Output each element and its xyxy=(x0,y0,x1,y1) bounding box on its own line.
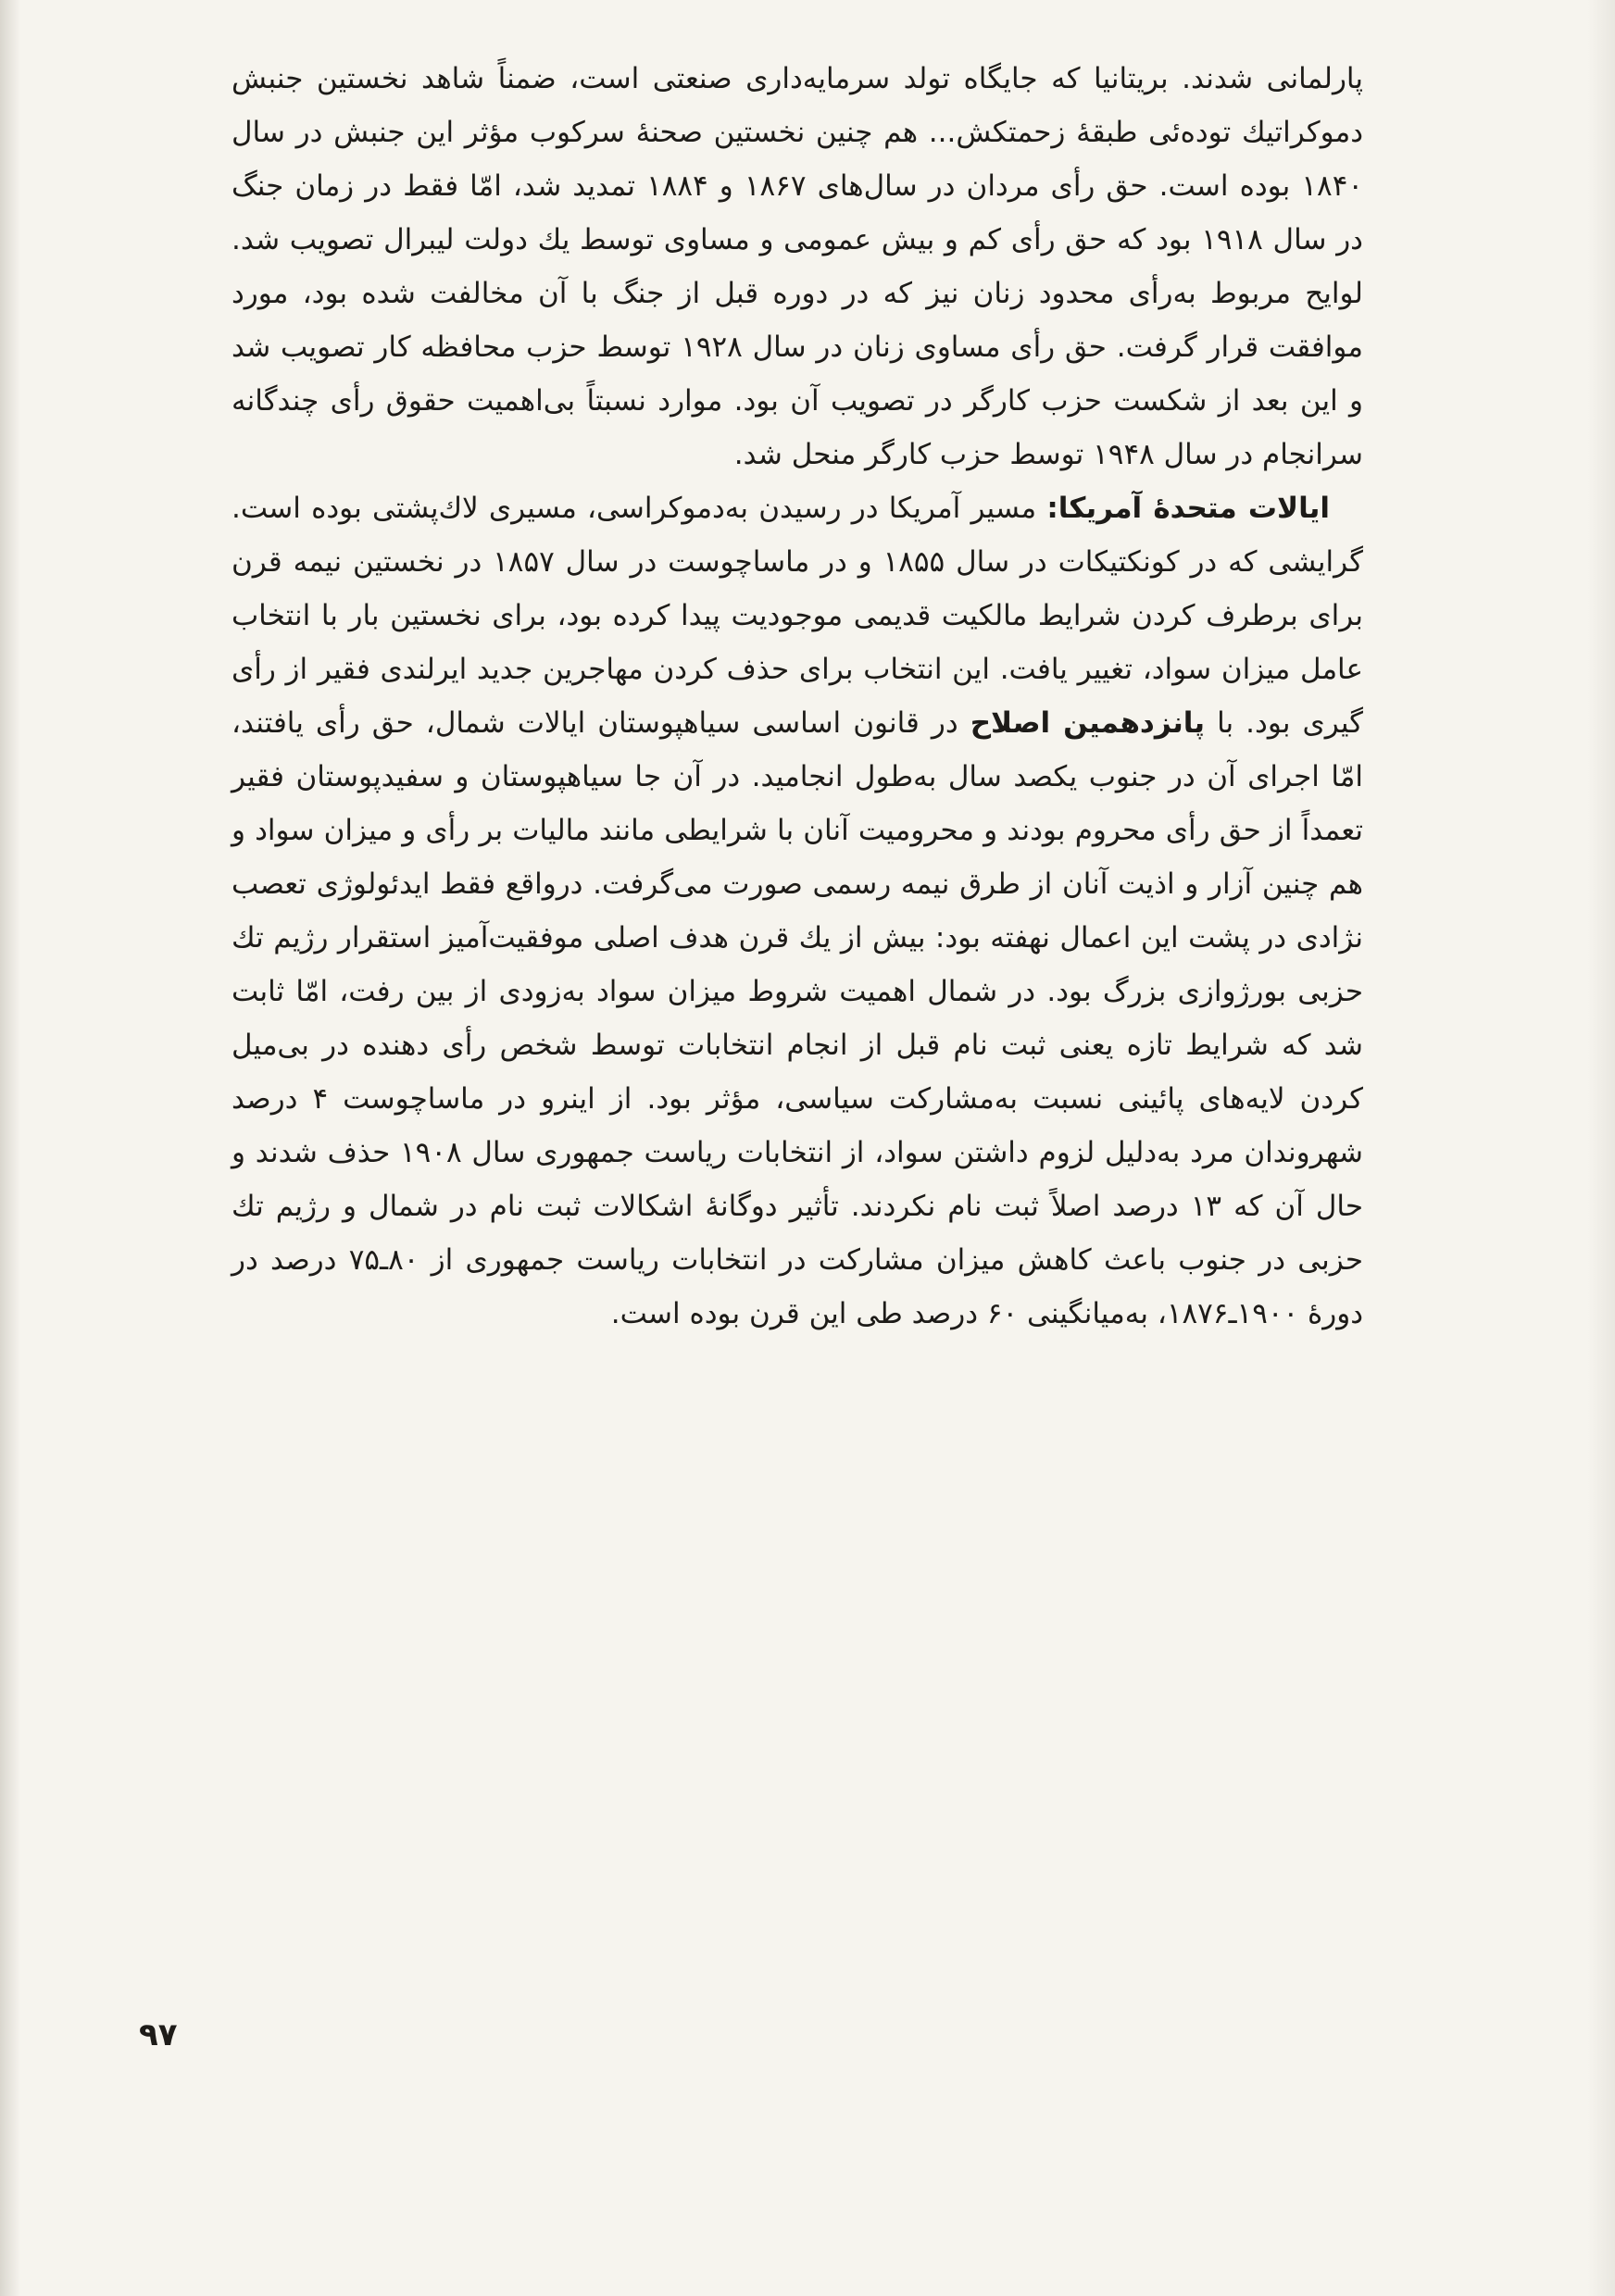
fifteenth-amendment-emphasis: پانزدهمین اصلاح xyxy=(970,706,1206,740)
section-heading-usa: ایالات متحدۀ آمریکا: xyxy=(1046,492,1330,525)
paragraph-text-part-1: مسیر آمریکا در رسیدن به‌دموکراسی، مسیری لاك‌پشتی بوده است. گرایشی که در کونکتیکات در سال ۱۸۵۵ و در ماساچوست در سال ۱۸۵۷ در نخستین نیمه قرن برای برطرف کردن شرایط مالکیت قدیمی موجودیت پیدا کرده بود، برای نخستین بار با انتخاب عامل میزان سواد، تغییر یافت. این انتخاب برای حذف کردن مهاجرین جدید ایرلندی فقیر از رأی گیری بود. با xyxy=(232,492,1363,740)
page-right-edge xyxy=(1587,0,1615,2296)
paragraph-united-states xyxy=(232,481,1363,1341)
paragraph-text-part-2: در قانون اساسی سیاهپوستان ایالات شمال، حق رأی یافتند، امّا اجرای آن در جنوب یکصد سال به‌طول انجامید. در آن جا سیاهپوستان و سفیدپوستان فقیر تعمداً از حق رأی محروم بودند و محرومیت آنان با شرایطی مانند مالیات بر رأی و میزان سواد و هم چنین آزار و اذیت آنان از طرق نیمه رسمی صورت می‌گرفت. درواقع فقط ایدئولوژی تعصب نژادی در پشت این اعمال نهفته بود: بیش از یك قرن هدف اصلی موفقیت‌آمیز استقرار رژیم تك حزبی بورژوازی بزرگ بود. در شمال اهمیت شروط میزان سواد به‌زودی از بین رفت، امّا ثابت شد که شرایط تازه یعنی ثبت نام قبل از انجام انتخابات توسط شخص رأی دهنده در بی‌میل کردن لایه‌های پائینی نسبت به‌مشارکت سیاسی، مؤثر بود. از اینرو در ماساچوست ۴ درصد شهروندان مرد به‌دلیل لزوم داشتن سواد، از انتخابات ریاست جمهوری سال ۱۹۰۸ حذف شدند و حال آن که ۱۳ درصد اصلاً ثبت نام نکردند. تأثیر دوگانۀ اشکالات ثبت نام در شمال و رژیم تك حزبی در جنوب باعث کاهش میزان مشارکت در انتخابات ریاست جمهوری از ۸۰ـ۷۵ درصد در دورۀ ۱۹۰۰ـ۱۸۷۶، به‌میانگینی ۶۰ درصد طی این قرن بوده است. xyxy=(232,706,1363,1330)
page-left-edge xyxy=(0,0,20,2296)
page-number: ۹۷ xyxy=(139,2016,178,2053)
body-text xyxy=(232,52,1363,1341)
paragraph-britain: پارلمانی شدند. بریتانیا که جایگاه تولد سرمایه‌داری صنعتی است، ضمناً شاهد نخستین جنبش دموکراتیك توده‌ئی طبقۀ زحمتکش... هم چنین نخستین صحنۀ سرکوب مؤثر این جنبش در سال ۱۸۴۰ بوده است. حق رأی مردان در سال‌های ۱۸۶۷ و ۱۸۸۴ تمدید شد، امّا فقط در زمان جنگ در سال ۱۹۱۸ بود که حق رأی کم و بیش عمومی و مساوی توسط یك دولت لیبرال تصویب شد. لوایح مربوط به‌رأی محدود زنان نیز که در دوره قبل از جنگ با آن مخالفت شده بود، مورد موافقت قرار گرفت. حق رأی مساوی زنان در سال ۱۹۲۸ توسط حزب محافظه کار تصویب شد و این بعد از شکست حزب کارگر در تصویب آن بود. موارد نسبتاً بی‌اهمیت حقوق رأی چندگانه سرانجام در سال ۱۹۴۸ توسط حزب کارگر منحل شد. xyxy=(232,62,1364,471)
